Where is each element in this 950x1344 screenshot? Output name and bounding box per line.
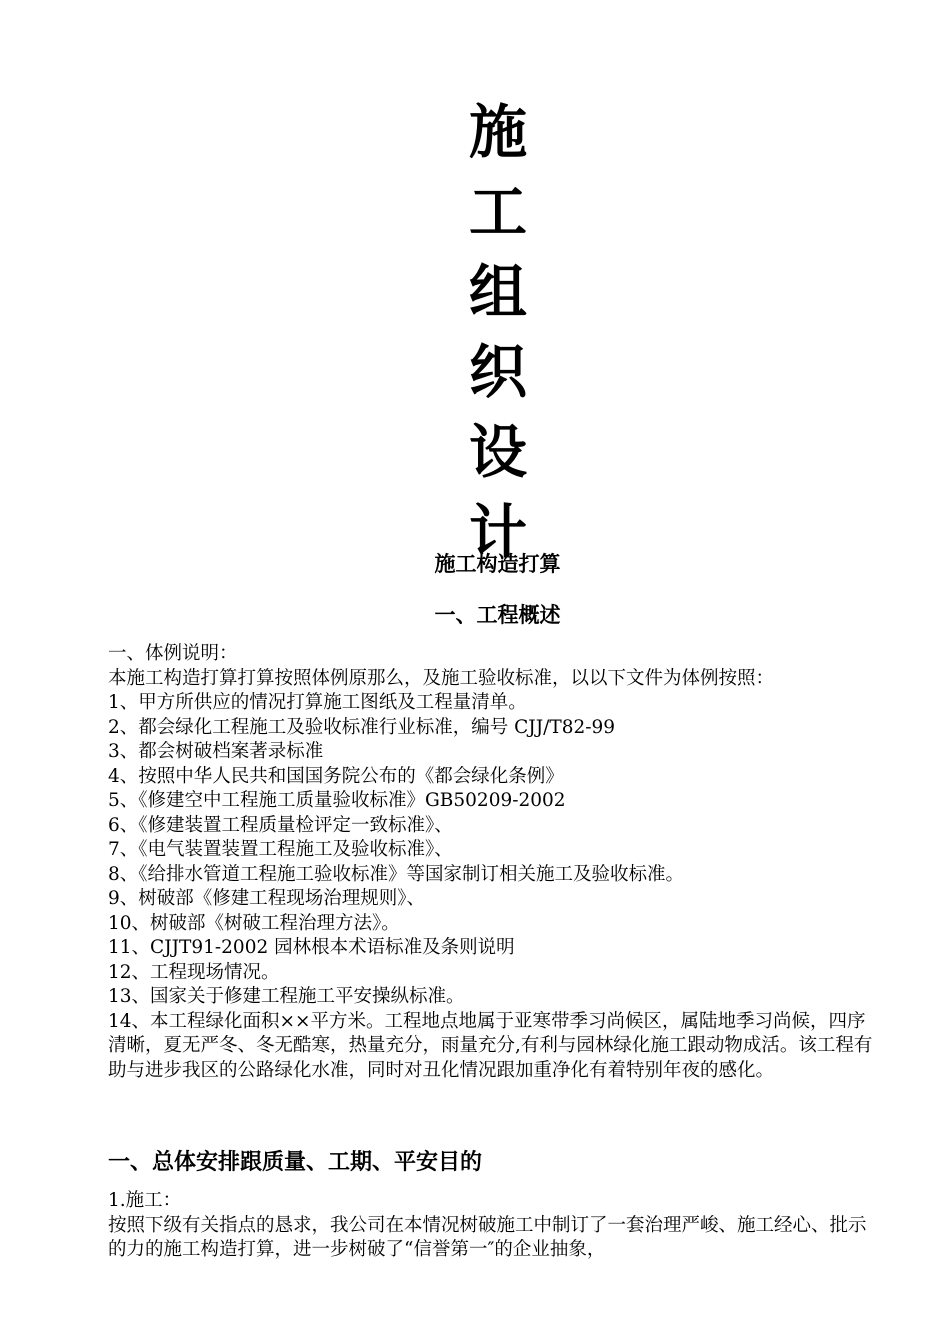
subtitle-plan: 施工构造打算 — [434, 552, 561, 576]
title-char: 工 — [468, 178, 527, 246]
section-construction — [108, 1189, 878, 1263]
list-item: 13、国家关于修建工程施工平安操纵标准。 — [108, 986, 465, 1007]
intro-paragraph: 本施工构造打算打算按照体例原那么，及施工验收标准，以以下文件为体例按照： — [108, 667, 775, 689]
list-item: 5、《修建空中工程施工质量验收标准》GB50209-2002 — [108, 790, 566, 811]
list-item: 2、都会绿化工程施工及验收标准行业标准，编号 CJJ/T82-99 — [108, 716, 616, 738]
title-char: 设 — [468, 418, 527, 486]
list-item: 14、本工程绿化面积××平方米。工程地点地属于亚寒带季习尚候区，属陆地季习尚候，四序清晰，夏无严冬、冬无酷寒，热量充分，雨量充分,有利与园林绿化施工跟动物成活。该工程有助与进步我区的公路绿化水准，同时对丑化情况跟加重净化有着特别年夜的感化。 — [108, 1010, 873, 1081]
section-heading: 一、体例说明： — [108, 643, 238, 664]
document-title — [0, 92, 950, 572]
title-char: 织 — [468, 338, 527, 406]
title-char: 计 — [468, 498, 527, 566]
list-item: 9、树破部《修建工程现场治理规则》、 — [108, 888, 426, 909]
sub-heading: 1.施工： — [108, 1190, 182, 1211]
subtitle-overview: 一、工程概述 — [434, 603, 561, 627]
list-item: 3、都会树破档案著录标准 — [108, 741, 324, 762]
list-item: 1、甲方所供应的情况打算施工图纸及工程量清单。 — [108, 692, 527, 713]
section-compilation-notes — [108, 642, 878, 1083]
list-item: 11、CJJT91-2002 园林根本术语标准及条则说明 — [108, 937, 515, 958]
section-heading-overall: 一、总体安排跟质量、工期、平安目的 — [108, 1150, 483, 1175]
title-char: 施 — [468, 98, 527, 166]
list-item: 8、《给排水管道工程施工验收标准》等国家制订相关施工及验收标准。 — [108, 863, 685, 885]
list-item: 7、《电气装置装置工程施工及验收标准》、 — [108, 839, 453, 860]
list-item: 10、树破部《树破工程治理方法》。 — [108, 912, 400, 934]
list-item: 6、《修建装置工程质量检评定一致标准》、 — [108, 814, 453, 836]
list-item: 12、工程现场情况。 — [108, 961, 280, 983]
list-item: 4、按照中华人民共和国国务院公布的《都会绿化条例》 — [108, 765, 564, 787]
paragraph: 按照下级有关指点的恳求，我公司在本情况树破施工中制订了一套治理严峻、施工经心、批示的力的施工构造打算，进一步树破了“信誉第一″的企业抽象， — [108, 1214, 867, 1260]
title-char: 组 — [468, 258, 527, 326]
